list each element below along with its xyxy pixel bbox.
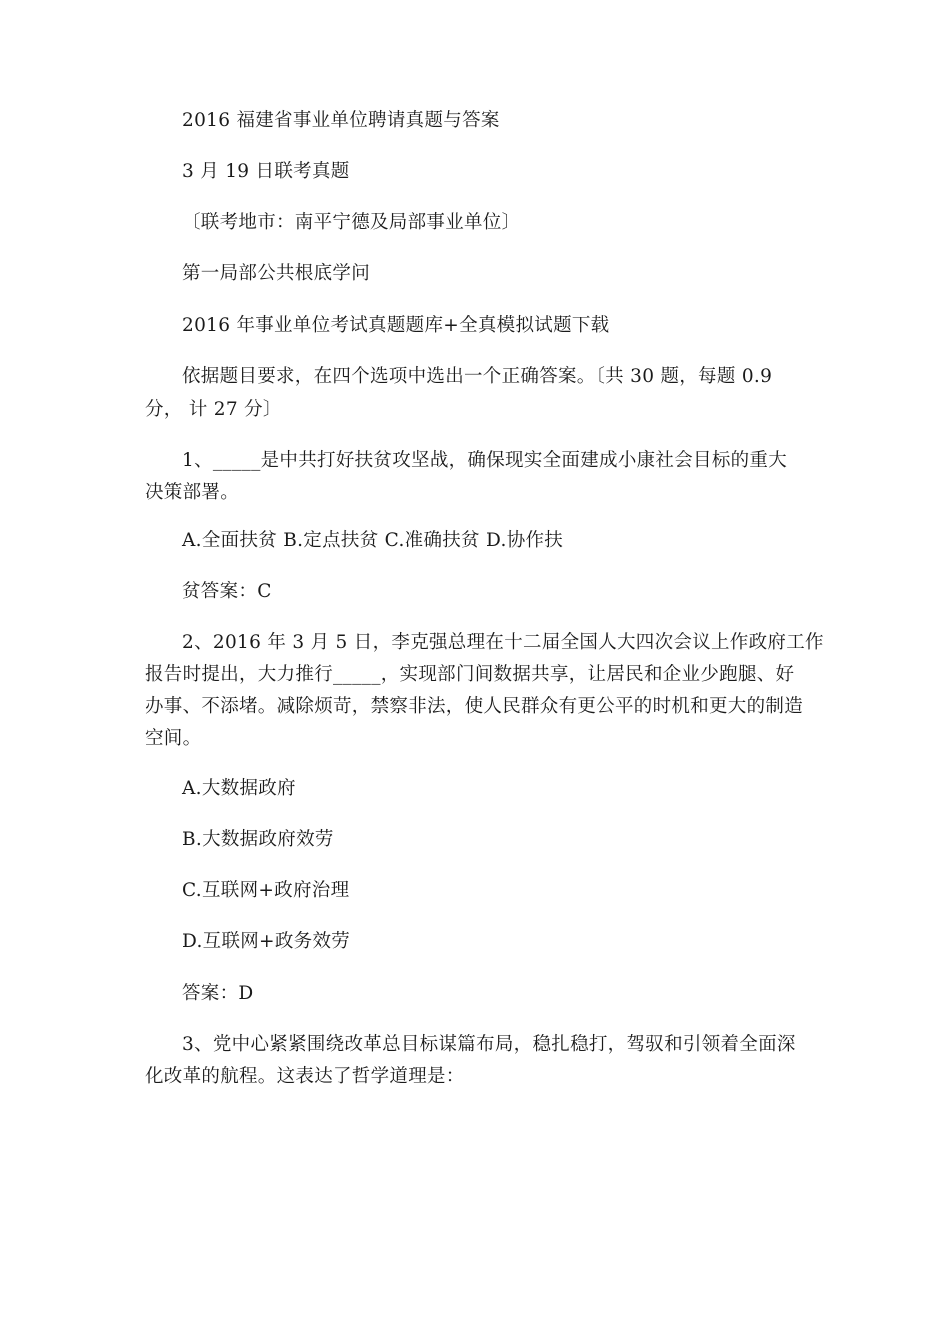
instruction-line-2: 分， 计 27 分〕 <box>145 399 282 420</box>
question-2-option-a: A.大数据政府 <box>182 778 296 799</box>
question-2-answer: 答案：D <box>182 983 254 1004</box>
question-2-stem-line-4: 空间。 <box>145 728 202 749</box>
download-line: 2016 年事业单位考试真题题库+全真模拟试题下载 <box>182 315 610 336</box>
question-1-stem-line-2: 决策部署。 <box>145 482 240 503</box>
question-3-stem-line-1: 3、党中心紧紧围绕改革总目标谋篇布局，稳扎稳打，驾驭和引领着全面深 <box>182 1034 796 1055</box>
question-2-option-b: B.大数据政府效劳 <box>182 829 334 850</box>
question-2-option-c: C.互联网+政府治理 <box>182 880 350 901</box>
exam-region-line: 〔联考地市：南平宁德及局部事业单位〕 <box>182 212 521 233</box>
question-1-options: A.全面扶贫 B.定点扶贫 C.准确扶贫 D.协作扶 <box>182 530 564 551</box>
question-1-answer: 贫答案：C <box>182 581 272 602</box>
question-2-stem-line-3: 办事、不添堵。减除烦苛，禁察非法，使人民群众有更公平的时机和更大的制造 <box>145 696 804 717</box>
question-3-stem-line-2: 化改革的航程。这表达了哲学道理是： <box>145 1066 465 1087</box>
document-title: 2016 福建省事业单位聘请真题与答案 <box>182 110 500 131</box>
section-heading: 第一局部公共根底学问 <box>182 263 371 284</box>
question-2-stem-line-1: 2、2016 年 3 月 5 日，李克强总理在十二届全国人大四次会议上作政府工作 <box>182 632 824 653</box>
question-2-option-d: D.互联网+政务效劳 <box>182 931 351 952</box>
question-2-stem-line-2: 报告时提出，大力推行_____，实现部门间数据共享，让居民和企业少跑腿、好 <box>145 664 795 685</box>
exam-date-line: 3 月 19 日联考真题 <box>182 161 350 182</box>
instruction-line-1: 依据题目要求，在四个选项中选出一个正确答案。〔共 30 题，每题 0.9 <box>182 366 773 387</box>
question-1-stem-line-1: 1、_____是中共打好扶贫攻坚战，确保现实全面建成小康社会目标的重大 <box>182 450 788 471</box>
